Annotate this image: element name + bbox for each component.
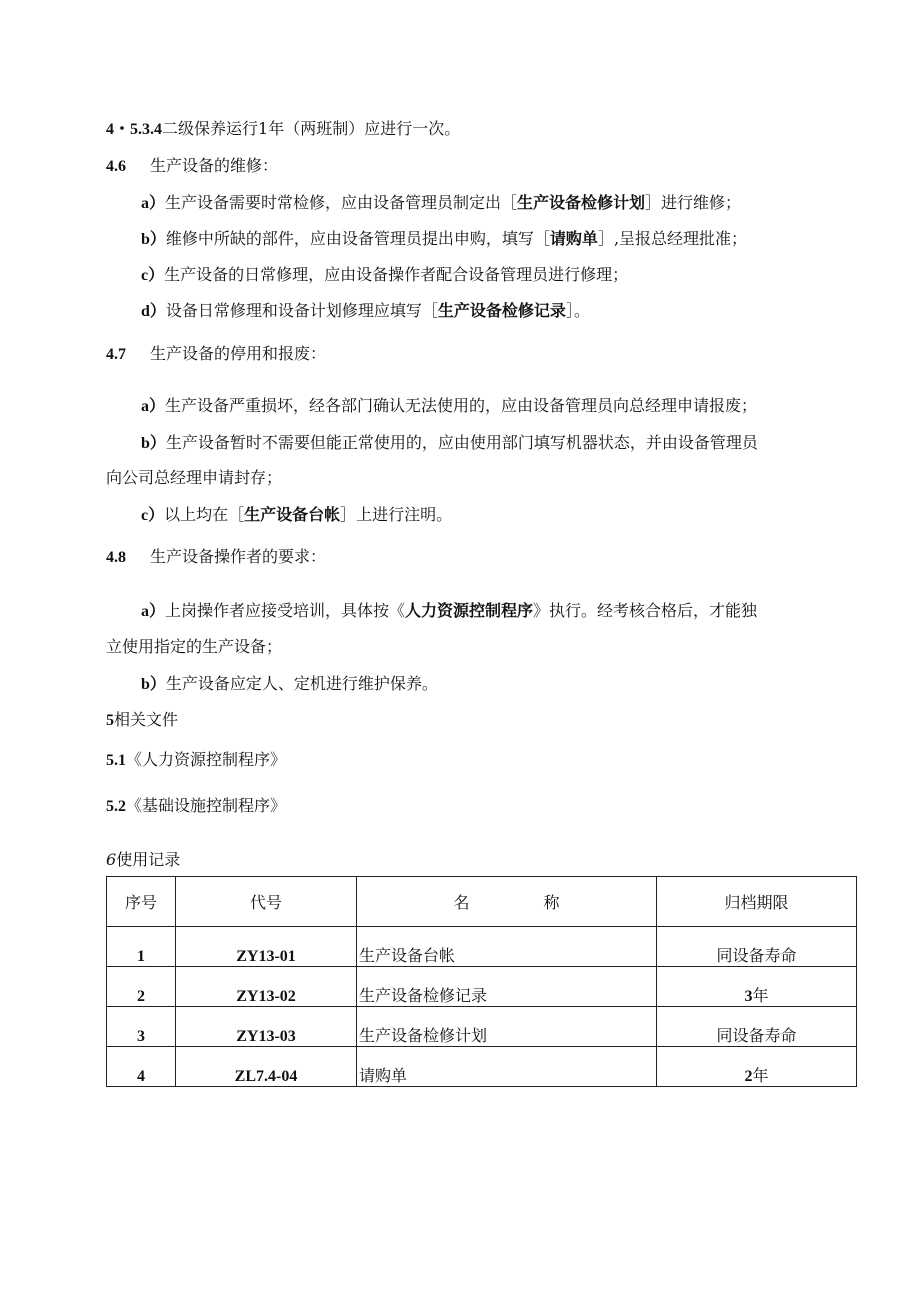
header-name-a: 名 xyxy=(453,893,470,912)
cell-period xyxy=(657,967,857,1007)
section-number: 6 xyxy=(106,850,117,869)
item-label: c） xyxy=(141,267,165,284)
cell-name: 生产设备检修记录 xyxy=(357,967,657,1007)
item-4-7-b xyxy=(141,432,758,455)
item-text: 维修中所缺的部件，应由设备管理员提出申购，填写［ xyxy=(165,229,550,248)
section-4-6-heading xyxy=(106,155,278,178)
cell-code: ZY13-01 xyxy=(176,927,357,967)
clause-text: 二级保养运行1年（两班制）应进行一次。 xyxy=(162,119,461,138)
item-4-8-a-continued xyxy=(106,636,282,658)
section-6-heading xyxy=(106,849,180,871)
section-number: 4.7 xyxy=(106,346,126,363)
form-reference: 生产设备台帐 xyxy=(244,505,341,524)
table-row xyxy=(107,1047,857,1087)
related-doc-5-1 xyxy=(106,749,286,772)
doc-title: 《基础设施控制程序》 xyxy=(126,796,287,815)
clause-number: 4・5.3.4 xyxy=(106,121,163,138)
cell-name: 生产设备台帐 xyxy=(357,927,657,967)
item-label: b） xyxy=(141,231,166,248)
cell-code: ZL7.4-04 xyxy=(176,1047,357,1087)
section-title: 使用记录 xyxy=(116,850,181,869)
item-text: 向公司总经理申请封存； xyxy=(106,468,283,487)
header-name xyxy=(357,877,657,927)
table-row xyxy=(107,1007,857,1047)
item-label: a） xyxy=(141,603,166,620)
form-reference: 请购单 xyxy=(549,229,598,248)
item-text-end: ］进行维修； xyxy=(645,193,742,212)
related-doc-5-2 xyxy=(106,795,286,818)
item-text: 生产设备应定人、定机进行维护保养。 xyxy=(165,674,438,693)
cell-seq: 3 xyxy=(107,1007,176,1047)
section-title: 相关文件 xyxy=(114,710,179,729)
cell-period: 同设备寿命 xyxy=(657,1007,857,1047)
cell-name: 请购单 xyxy=(357,1047,657,1087)
item-text: 生产设备严重损坏，经各部门确认无法使用的，应由设备管理员向总经理申请报废； xyxy=(165,396,758,415)
item-4-8-a xyxy=(141,600,757,623)
section-5-heading xyxy=(106,709,178,732)
document-reference: 人力资源控制程序 xyxy=(405,601,534,620)
item-text: 上岗操作者应接受培训，具体按《 xyxy=(165,601,406,620)
section-title: 生产设备的维修： xyxy=(150,156,279,175)
item-4-7-c xyxy=(141,504,452,527)
header-code: 代号 xyxy=(176,877,357,927)
section-4-7-heading xyxy=(106,343,326,366)
form-reference: 生产设备检修计划 xyxy=(517,193,646,212)
item-4-6-b xyxy=(141,228,747,251)
item-text: 立使用指定的生产设备； xyxy=(106,637,283,656)
item-4-6-d xyxy=(141,300,590,323)
section-title: 生产设备的停用和报废： xyxy=(150,344,327,363)
cell-period xyxy=(657,1047,857,1087)
item-4-8-b xyxy=(141,673,438,696)
item-text: 生产设备的日常修理，应由设备操作者配合设备管理员进行修理； xyxy=(164,265,629,284)
cell-seq: 4 xyxy=(107,1047,176,1087)
item-text-end: 》执行。经考核合格后，才能独 xyxy=(533,601,758,620)
header-period: 归档期限 xyxy=(657,877,857,927)
cell-period: 同设备寿命 xyxy=(657,927,857,967)
item-4-6-c xyxy=(141,264,628,287)
item-text: 生产设备需要时常检修，应由设备管理员制定出［ xyxy=(165,193,518,212)
item-text-end: ］上进行注明。 xyxy=(340,505,453,524)
item-label: a） xyxy=(141,195,166,212)
table-row xyxy=(107,927,857,967)
item-label: c） xyxy=(141,507,165,524)
item-text: 设备日常修理和设备计划修理应填写［ xyxy=(165,301,438,320)
clause-4-5-3-4 xyxy=(106,118,460,141)
item-text: 生产设备暂时不需要但能正常使用的，应由使用部门填写机器状态，并由设备管理员 xyxy=(165,433,758,452)
item-label: d） xyxy=(141,303,166,320)
doc-number: 5.1 xyxy=(106,752,126,769)
item-text-end: ］。 xyxy=(565,301,590,320)
cell-seq: 2 xyxy=(107,967,176,1007)
item-label: b） xyxy=(141,435,166,452)
section-title: 生产设备操作者的要求： xyxy=(150,547,327,566)
item-4-7-a xyxy=(141,395,757,418)
cell-name: 生产设备检修计划 xyxy=(357,1007,657,1047)
section-number: 4.8 xyxy=(106,549,126,566)
period-unit: 年 xyxy=(752,1066,769,1085)
item-label: b） xyxy=(141,676,166,693)
item-4-6-a xyxy=(141,192,741,215)
usage-record-table xyxy=(106,876,857,1087)
cell-code: ZY13-03 xyxy=(176,1007,357,1047)
header-name-b: 称 xyxy=(543,893,560,912)
cell-seq: 1 xyxy=(107,927,176,967)
doc-title: 《人力资源控制程序》 xyxy=(126,750,287,769)
form-reference: 生产设备检修记录 xyxy=(437,301,566,320)
item-label: a） xyxy=(141,398,166,415)
doc-number: 5.2 xyxy=(106,798,126,815)
header-seq: 序号 xyxy=(107,877,176,927)
table-row xyxy=(107,967,857,1007)
period-unit: 年 xyxy=(752,986,769,1005)
section-number: 4.6 xyxy=(106,158,126,175)
item-text: 以上均在［ xyxy=(164,505,245,524)
period-number: 3 xyxy=(744,988,753,1005)
section-number: 5 xyxy=(106,712,114,729)
table-header-row xyxy=(107,877,857,927)
item-4-7-b-continued xyxy=(106,467,282,489)
cell-code: ZY13-02 xyxy=(176,967,357,1007)
period-number: 2 xyxy=(744,1068,753,1085)
item-text-end: ］,呈报总经理批准； xyxy=(597,229,748,248)
section-4-8-heading xyxy=(106,546,326,569)
